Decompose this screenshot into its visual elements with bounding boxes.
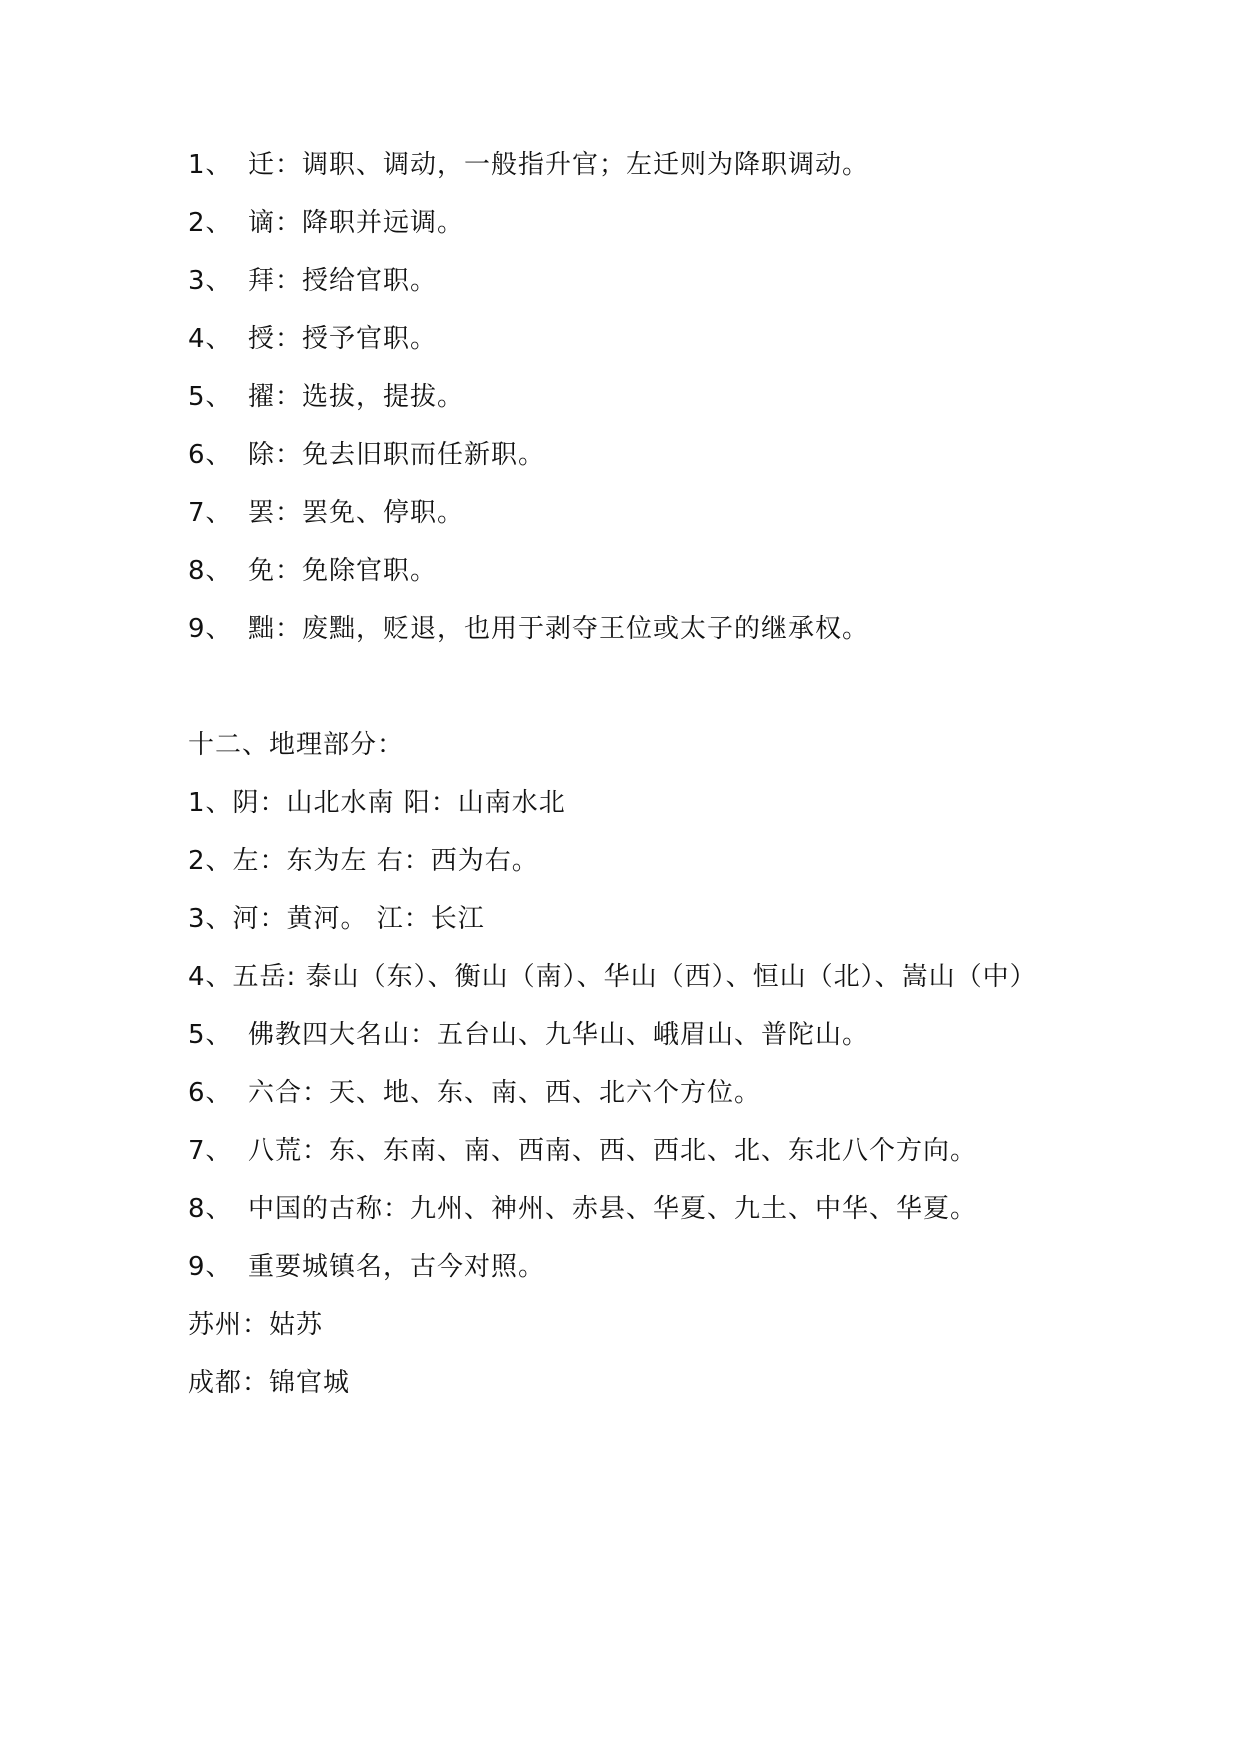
item-number: 3、 (188, 266, 233, 296)
item-text: 佛教四大名山：五台山、九华山、峨眉山、普陀山。 (248, 1020, 870, 1050)
item-text: 重要城镇名，古今对照。 (248, 1252, 546, 1282)
item-text: 五岳: 泰山（东）、衡山（南）、华山（西）、恒山（北）、嵩山（中） (232, 962, 1037, 992)
city-item: 苏州：姑苏 (188, 1310, 324, 1340)
list-item (188, 380, 464, 414)
item-text: 擢：选拔，提拔。 (248, 382, 465, 412)
list-item (188, 1134, 977, 1168)
list-item (188, 786, 566, 820)
list-item (188, 960, 1037, 994)
item-number: 1、 (188, 788, 233, 818)
item-text: 除：免去旧职而任新职。 (248, 440, 546, 470)
list-item (188, 438, 545, 472)
list-item (188, 902, 485, 936)
item-text: 拜：授给官职。 (248, 266, 438, 296)
section-heading: 十二、地理部分： (188, 730, 405, 760)
list-item (188, 1076, 761, 1110)
item-number: 7、 (188, 498, 233, 528)
item-number: 9、 (188, 614, 233, 644)
item-text: 河：黄河。 江：长江 (232, 904, 485, 934)
item-number: 4、 (188, 324, 233, 354)
item-number: 5、 (188, 382, 233, 412)
item-number: 6、 (188, 440, 233, 470)
list-item (188, 1192, 977, 1226)
list-item (188, 322, 437, 356)
item-text: 罢：罢免、停职。 (248, 498, 465, 528)
item-text: 黜：废黜，贬退，也用于剥夺王位或太子的继承权。 (248, 614, 870, 644)
item-number: 2、 (188, 208, 233, 238)
item-text: 中国的古称：九州、神州、赤县、华夏、九土、中华、华夏。 (248, 1194, 978, 1224)
list-item (188, 554, 437, 588)
item-text: 免：免除官职。 (248, 556, 438, 586)
item-number: 3、 (188, 904, 233, 934)
item-number: 8、 (188, 1194, 233, 1224)
list-item (188, 264, 437, 298)
item-text: 阴：山北水南 阳：山南水北 (232, 788, 566, 818)
list-item (188, 1250, 545, 1284)
city-item: 成都：锦官城 (188, 1368, 351, 1398)
item-number: 6、 (188, 1078, 233, 1108)
list-item (188, 148, 869, 182)
item-number: 9、 (188, 1252, 233, 1282)
list-item (188, 844, 539, 878)
item-number: 8、 (188, 556, 233, 586)
item-text: 六合：天、地、东、南、西、北六个方位。 (248, 1078, 762, 1108)
list-item (188, 496, 464, 530)
item-number: 2、 (188, 846, 233, 876)
item-number: 5、 (188, 1020, 233, 1050)
item-number: 7、 (188, 1136, 233, 1166)
list-item (188, 612, 869, 646)
item-text: 八荒：东、东南、南、西南、西、西北、北、东北八个方向。 (248, 1136, 978, 1166)
item-number: 1、 (188, 150, 233, 180)
item-text: 授：授予官职。 (248, 324, 438, 354)
list-item (188, 1018, 869, 1052)
item-text: 左：东为左 右：西为右。 (232, 846, 539, 876)
item-text: 谪：降职并远调。 (248, 208, 465, 238)
item-text: 迁：调职、调动，一般指升官；左迁则为降职调动。 (248, 150, 870, 180)
item-number: 4、 (188, 962, 233, 992)
list-item (188, 206, 464, 240)
